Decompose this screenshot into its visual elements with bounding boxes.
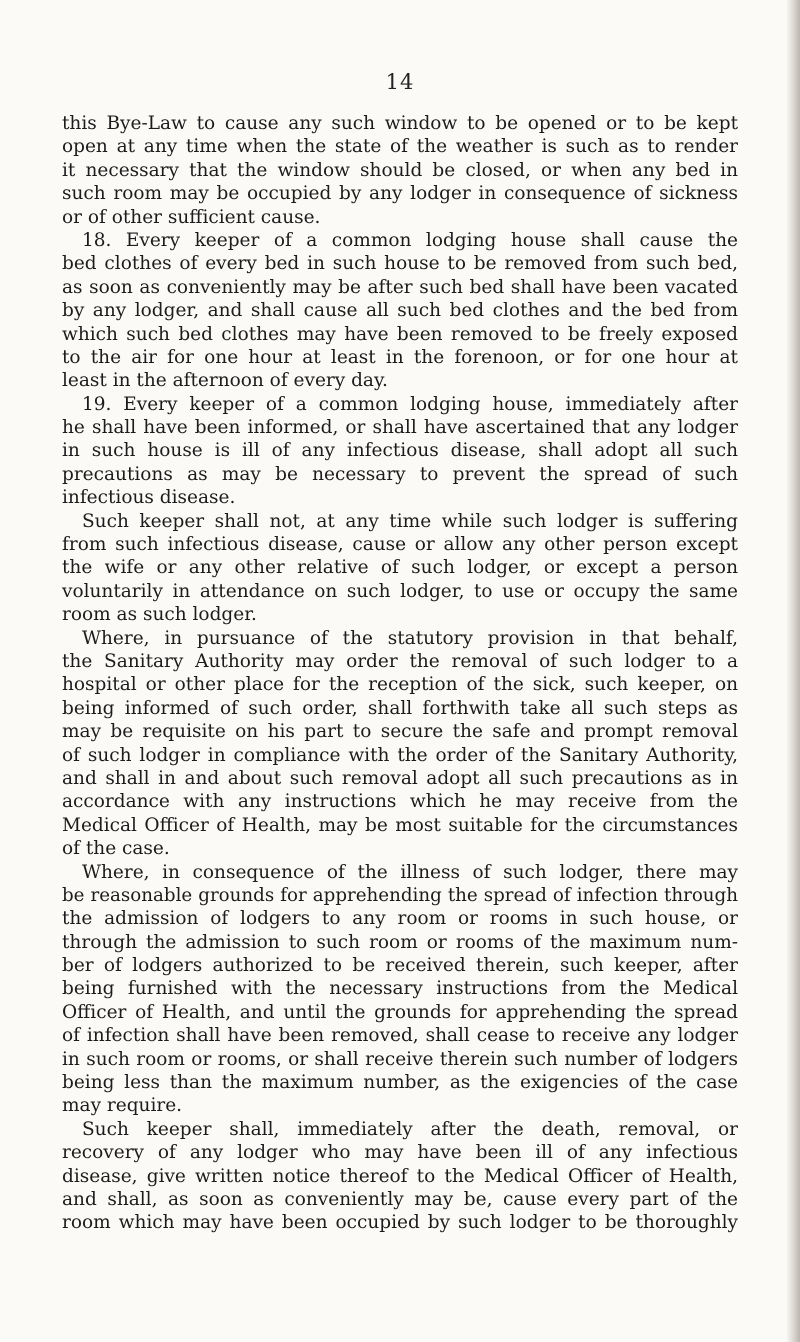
text-line: by any lodger, and shall cause all such bed clothes and the bed from bbox=[62, 300, 738, 322]
text-line: it necessary that the window should be closed, or when any bed in bbox=[62, 159, 738, 181]
text-line: Where, in pursuance of the statutory provision in that behalf, bbox=[82, 627, 738, 649]
text-line: through the admission to such room or rooms of the maximum num- bbox=[62, 931, 738, 953]
text-line: room which may have been occupied by such lodger to be thoroughly bbox=[62, 1212, 738, 1234]
text-line: Such keeper shall not, at any time while such lodger is suffering bbox=[82, 510, 738, 532]
text-line: the admission of lodgers to any room or rooms in such house, or bbox=[62, 908, 738, 930]
text-line: bed clothes of every bed in such house to be removed from such bed, bbox=[62, 253, 738, 275]
text-line: Medical Officer of Health, may be most suitable for the circumstances bbox=[62, 814, 738, 836]
text-line: of the case. bbox=[62, 838, 170, 860]
text-line: may require. bbox=[62, 1095, 183, 1117]
text-line: room as such lodger. bbox=[62, 604, 257, 626]
text-line: precautions as may be necessary to prevent the spread of such bbox=[62, 463, 738, 485]
text-line: being less than the maximum number, as the exigencies of the case bbox=[62, 1072, 738, 1094]
text-line: infectious disease. bbox=[62, 487, 236, 509]
text-line: of infection shall have been removed, shall cease to receive any lodger bbox=[62, 1025, 738, 1047]
text-line: of such lodger in compliance with the order of the Sanitary Authority, bbox=[62, 744, 738, 766]
text-line: from such infectious disease, cause or allow any other person except bbox=[62, 534, 738, 556]
text-line: and shall, as soon as conveniently may be, cause every part of the bbox=[62, 1188, 738, 1210]
text-line: 19. Every keeper of a common lodging house, immediately after bbox=[82, 393, 738, 415]
text-line: to the air for one hour at least in the forenoon, or for one hour at bbox=[62, 346, 738, 368]
text-line: being informed of such order, shall forthwith take all such steps as bbox=[62, 697, 738, 719]
text-line: hospital or other place for the reception of the sick, such keeper, on bbox=[62, 674, 738, 696]
text-line: as soon as conveniently may be after such bed shall have been vacated bbox=[62, 276, 738, 298]
text-line: this Bye-Law to cause any such window to be opened or to be kept bbox=[62, 113, 738, 134]
text-line: disease, give written notice thereof to the Medical Officer of Health, bbox=[62, 1165, 738, 1187]
text-line: Such keeper shall, immediately after the death, removal, or bbox=[82, 1118, 738, 1140]
text-line: Where, in consequence of the illness of such lodger, there may bbox=[82, 861, 738, 883]
page-number: 14 bbox=[385, 70, 415, 94]
text-line: accordance with any instructions which he may receive from the bbox=[62, 791, 738, 813]
text-line: the wife or any other relative of such lodger, or except a person bbox=[62, 557, 738, 579]
text-line: being furnished with the necessary instructions from the Medical bbox=[62, 978, 738, 1000]
text-line: ber of lodgers authorized to be received therein, such keeper, after bbox=[62, 955, 738, 977]
page-edge-shadow bbox=[786, 0, 800, 1342]
text-line: the Sanitary Authority may order the removal of such lodger to a bbox=[62, 650, 738, 672]
text-line: and shall in and about such removal adopt all such precautions as in bbox=[62, 767, 738, 789]
text-line: may be requisite on his part to secure the safe and prompt removal bbox=[62, 721, 738, 743]
text-line: such room may be occupied by any lodger in consequence of sickness bbox=[62, 183, 738, 205]
text-line: he shall have been informed, or shall have ascertained that any lodger bbox=[62, 417, 738, 439]
text-line: open at any time when the state of the weather is such as to render bbox=[62, 136, 738, 158]
text-line: 18. Every keeper of a common lodging house shall cause the bbox=[82, 229, 738, 251]
text-line: in such room or rooms, or shall receive therein such number of lodgers bbox=[62, 1048, 738, 1070]
text-line: be reasonable grounds for apprehending the spread of infection through bbox=[62, 884, 738, 906]
body-text bbox=[62, 112, 738, 1235]
text-line: or of other sufficient cause. bbox=[62, 206, 321, 228]
text-line: in such house is ill of any infectious disease, shall adopt all such bbox=[62, 440, 738, 462]
text-line: recovery of any lodger who may have been ill of any infectious bbox=[62, 1142, 738, 1164]
text-line: which such bed clothes may have been removed to be freely exposed bbox=[62, 323, 738, 345]
text-line: voluntarily in attendance on such lodger, to use or occupy the same bbox=[62, 580, 738, 602]
text-line: least in the afternoon of every day. bbox=[62, 370, 388, 392]
text-line: Officer of Health, and until the grounds for apprehending the spread bbox=[62, 1001, 738, 1023]
